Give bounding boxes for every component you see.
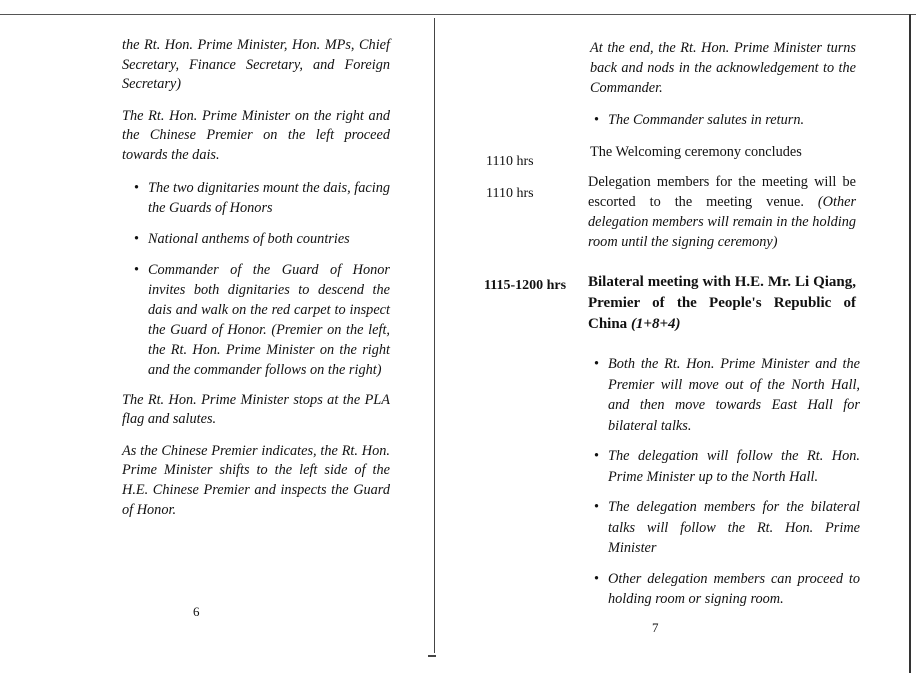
salute-bullet-item: • The Commander salutes in return.: [594, 112, 805, 128]
right-intro: At the end, the Rt. Hon. Prime Minister turns back and nods in the acknowledgement to the Commander.: [590, 40, 856, 96]
left-para-3: The Rt. Hon. Prime Minister stops at the PLA flag and salutes.: [122, 391, 390, 428]
row3-title: Bilateral meeting with H.E. Mr. Li Qiang, Premier of the People's Republic of China: [588, 274, 856, 332]
left-bullet-item: • National anthems of both countries: [134, 230, 350, 247]
right-bullet-item: • The delegation members for the bilateral talks will follow the Rt. Hon. Prime Minister: [594, 499, 860, 556]
top-border: [0, 14, 916, 15]
right-border: [909, 14, 911, 673]
row2-time: 1110 hrs: [486, 186, 534, 201]
row3-time: 1115-1200 hrs: [484, 278, 567, 293]
right-bullet-item: • The delegation will follow the Rt. Hon. Prime Minister up to the North Hall.: [594, 448, 860, 485]
left-page-number: 6: [193, 604, 200, 619]
salute-bullet-text: The Commander salutes in return.: [608, 112, 805, 128]
left-bullet-item: • The two dignitaries mount the dais, facing the Guards of Honors: [134, 179, 390, 216]
left-bullet-list: [122, 178, 390, 380]
right-bullet-list: [594, 354, 860, 620]
row3-heading: [588, 272, 856, 335]
page-fold-line: [434, 18, 435, 653]
left-para-4: As the Chinese Premier indicates, the Rt. Hon. Prime Minister shifts to the left side of the H.E. Chinese Premier and inspects the Guard of Honor.: [122, 442, 390, 518]
row1-time: 1110 hrs: [486, 154, 534, 169]
left-para-1: the Rt. Hon. Prime Minister, Hon. MPs, Chief Secretary, Finance Secretary, and Foreign Secretary): [122, 37, 390, 93]
fold-mark: [428, 655, 436, 657]
left-bullet-item: • Commander of the Guard of Honor invites both dignitaries to descend the dais and walk on the red carpet to inspect the Guard of Honor. (Premier on the left, the Rt. Hon. Prime Minister on the right and the commander follows on the right): [134, 261, 390, 378]
right-bullet-item: • Both the Rt. Hon. Prime Minister and the Premier will move out of the North Hall, and then move towards East Hall for bilateral talks.: [594, 356, 860, 434]
left-page: [122, 36, 390, 520]
right-bullet-item: • Other delegation members can proceed to holding room or signing room.: [594, 570, 860, 607]
row2-content: [588, 172, 856, 252]
row2-text: Delegation members for the meeting will be escorted to the meeting venue.: [588, 174, 856, 210]
left-para-2: The Rt. Hon. Prime Minister on the right and the Chinese Premier on the left proceed towards the dais.: [122, 107, 390, 163]
right-page-number: 7: [652, 620, 659, 635]
row3-suffix: (1+8+4): [630, 316, 681, 332]
row2-note: (Other delegation members will remain in the holding room until the signing ceremony): [588, 194, 857, 250]
row1-text: The Welcoming ceremony concludes: [590, 144, 802, 160]
